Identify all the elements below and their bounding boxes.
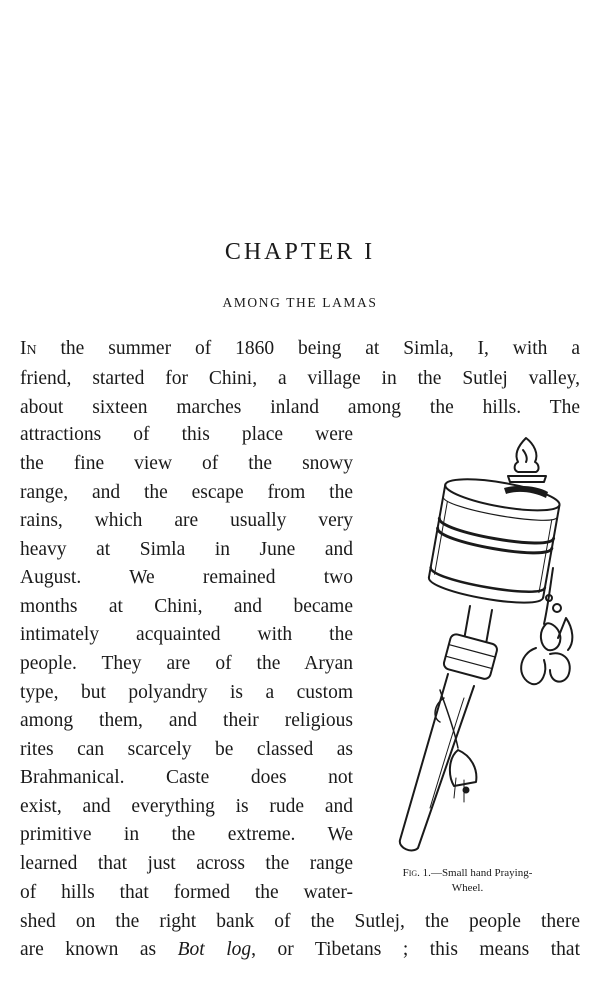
text-line: friend, started for Chini, a village in the Sutlej valley, (20, 368, 580, 389)
prayer-wheel-illustration (368, 428, 583, 858)
text-line: exist, and everything is rude and (20, 796, 353, 817)
figure-caption-line2: Wheel. (451, 882, 484, 894)
text-line: rites can scarcely be classed as (20, 739, 353, 760)
text-line: intimately acquainted with the (20, 624, 353, 645)
figure-caption (360, 866, 575, 896)
italic-term: Bot log (177, 939, 252, 960)
text-line (20, 937, 580, 963)
last-line-before: are known as (20, 939, 178, 960)
text-line: the fine view of the snowy (20, 453, 353, 474)
text-line (20, 336, 580, 362)
text-line: of hills that formed the water- (20, 882, 353, 903)
text-line: August. We remained two (20, 567, 353, 588)
text-line: among them, and their religious (20, 710, 353, 731)
text-line: learned that just across the range (20, 853, 353, 874)
text-line: range, and the escape from the (20, 482, 353, 503)
text-line: shed on the right bank of the Sutlej, the people there (20, 911, 580, 932)
figure-caption-line1: —Small hand Praying- (430, 867, 533, 879)
last-line-after: , or Tibetans ; this means that (251, 939, 580, 960)
text-line: attractions of this place were (20, 424, 353, 445)
text-line-content: the summer of 1860 being at Simla, I, with a (36, 338, 580, 359)
text-line: about sixteen marches inland among the hills. The (20, 397, 580, 418)
chapter-title: CHAPTER I (224, 239, 376, 265)
text-line: type, but polyandry is a custom (20, 682, 353, 703)
text-line: rains, which are usually very (20, 510, 353, 531)
chapter-subtitle: AMONG THE LAMAS (222, 295, 378, 310)
text-line: months at Chini, and became (20, 596, 353, 617)
text-line: heavy at Simla in June and (20, 539, 353, 560)
text-line: people. They are of the Aryan (20, 653, 353, 674)
text-line: primitive in the extreme. We (20, 824, 353, 845)
text-line: Brahmanical. Caste does not (20, 767, 353, 788)
opening-word: In (20, 338, 37, 359)
figure-number: Fig. 1. (402, 867, 431, 879)
